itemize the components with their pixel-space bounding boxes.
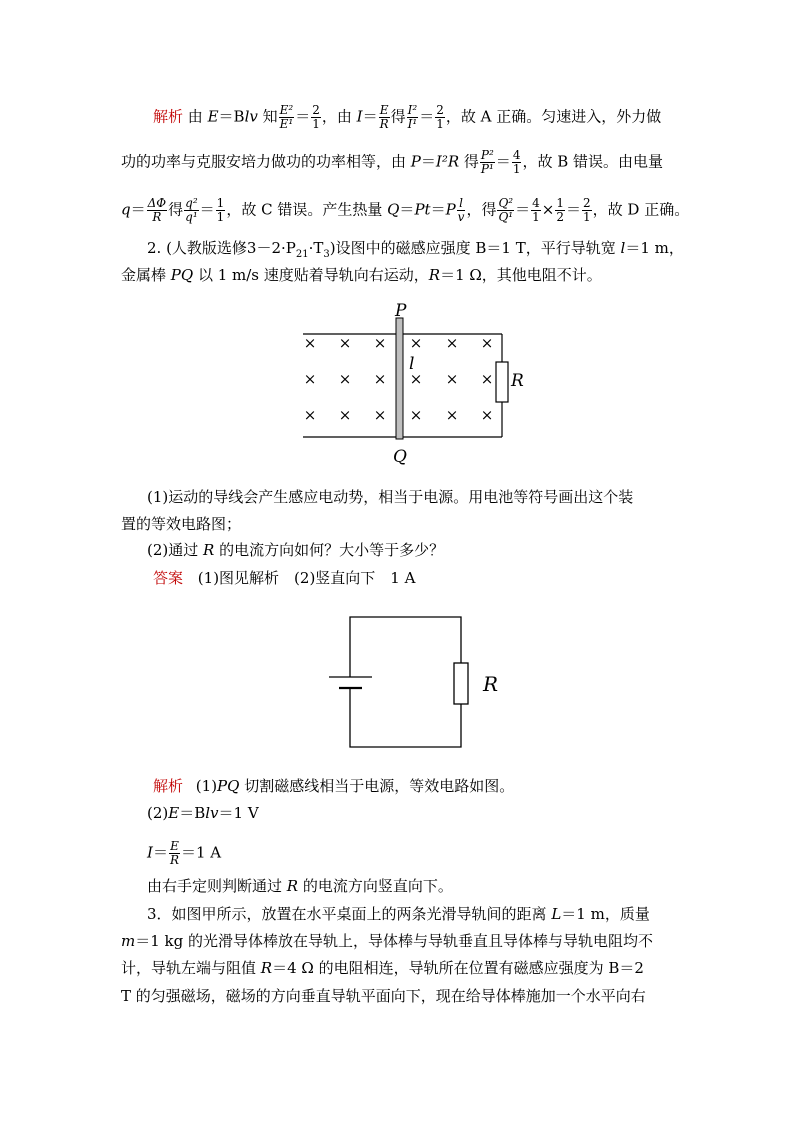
solution-1-line-1: 解析 由 E＝Blv 知 $\frac{\text{E²}}{\text{E¹}}$ ＝ $\frac{2}{1}$ ，由 I＝ $\frac{E}{R}$ 得 $\frac{\text{I²}}{\text{I¹}}$ ＝ $\frac{2}{1}$ ，故 A 正确。匀速进入，外力做	[153, 103, 662, 131]
subquestion-2: (2)通过 R 的电流方向如何？大小等于多少？	[147, 541, 445, 559]
answer-label: 答案	[153, 569, 184, 587]
field-cross: ×	[303, 334, 317, 352]
fraction: $\frac{2}{1}$	[583, 196, 591, 224]
solution-2-line-1: 解析 (1)PQ 切割磁感线相当于电源，等效电路如图。	[153, 777, 515, 795]
solution-label: 解析	[153, 777, 184, 795]
circuit-wire-bottom	[350, 688, 461, 747]
field-cross: ×	[480, 334, 494, 352]
field-cross: ×	[303, 370, 317, 388]
solution-1-line-3: q＝ $\frac{\Delta\Phi}{R}$ 得 $\frac{\text{q²}}{\text{q¹}}$ ＝ $\frac{1}{1}$ ，故 C 错误。产生热量 Q＝Pt＝P $\frac{l}{v}$ ，得 $\frac{\text{Q²}}{\text{Q¹}}$ ＝ $\frac{4}{1}$ × $\frac{1}{2}$ ＝ $\frac{2}{1}$ ，故 D 正确。	[121, 196, 690, 224]
resistor-R	[496, 362, 508, 402]
label-Q: Q	[393, 447, 407, 467]
question-3-line-2: m＝1 kg 的光滑导体棒放在导轨上，导体棒与导轨垂直且导体棒与导轨电阻均不	[121, 932, 654, 950]
fraction: $\frac{2}{1}$	[312, 103, 320, 131]
question-2-line-2: 金属棒 PQ 以 1 m/s 速度贴着导轨向右运动，R＝1 Ω，其他电阻不计。	[121, 266, 602, 284]
figure-equivalent-circuit	[320, 600, 520, 760]
solution-2-line-4: 由右手定则判断通过 R 的电流方向竖直向下。	[147, 877, 453, 895]
fraction: $\frac{\text{Q²}}{\text{Q¹}}$	[498, 196, 514, 224]
question-3-line-4: T 的匀强磁场，磁场的方向垂直导轨平面向下，现在给导体棒施加一个水平向右	[121, 987, 646, 1005]
field-cross: ×	[373, 370, 387, 388]
label-P: P	[395, 301, 407, 321]
resistor-R	[454, 663, 468, 704]
figure-rails-magnetic-field	[285, 295, 535, 475]
field-cross: ×	[445, 406, 459, 424]
solution-label: 解析	[153, 107, 184, 126]
field-cross: ×	[338, 334, 352, 352]
field-cross: ×	[338, 370, 352, 388]
field-cross: ×	[338, 406, 352, 424]
fraction: $\frac{1}{2}$	[556, 196, 564, 224]
circuit-wire-top	[350, 617, 461, 677]
field-cross: ×	[445, 334, 459, 352]
field-cross: ×	[303, 406, 317, 424]
fraction: $\frac{2}{1}$	[436, 103, 444, 131]
fraction: $\frac{\text{P²}}{\text{P¹}}$	[480, 148, 494, 176]
label-R: R	[511, 371, 524, 391]
solution-1-line-2: 功的功率与克服安培力做功的功率相等，由 P＝I²R 得 $\frac{\text{P²}}{\text{P¹}}$ ＝ $\frac{4}{1}$ ，故 B 错误。由电量	[121, 148, 664, 176]
label-R: R	[483, 672, 499, 696]
fraction: $\frac{E}{R}$	[169, 839, 179, 867]
fraction: $\frac{1}{1}$	[216, 196, 225, 224]
field-cross: ×	[373, 406, 387, 424]
subquestion-1-line-2: 置的等效电路图；	[121, 515, 242, 533]
question-2-line-1: 2. (人教版选修$3-2\cdot P_{21}\cdot T_3$)设图中的磁感应强度 B＝1 T，平行导轨宽 l＝1 m，	[147, 239, 684, 260]
solution-2-line-2: (2)E＝Blv＝1 V	[147, 804, 259, 822]
subquestion-1-line-1: (1)运动的导线会产生感应电动势，相当于电源。用电池等符号画出这个装	[147, 488, 634, 506]
fraction: $\frac{E}{R}$	[379, 103, 389, 131]
field-cross: ×	[409, 406, 423, 424]
fraction: $\frac{\text{I²}}{\text{I¹}}$	[407, 103, 418, 131]
fraction: $\frac{l}{v}$	[457, 196, 465, 224]
fraction: $\frac{\Delta\Phi}{R}$	[147, 196, 167, 224]
fraction: $\frac{\text{E²}}{\text{E¹}}$	[279, 103, 294, 131]
question-3-line-3: 计，导轨左端与阻值 R＝4 Ω 的电阻相连，导轨所在位置有磁感应强度为 B＝2	[121, 959, 644, 977]
field-cross: ×	[480, 406, 494, 424]
question-3-line-1: 3．如图甲所示，放置在水平桌面上的两条光滑导轨间的距离 L＝1 m，质量	[147, 905, 650, 923]
fraction: $\frac{4}{1}$	[532, 196, 540, 224]
metal-rod-PQ	[396, 318, 403, 439]
answer-line: 答案 (1)图见解析 (2)竖直向下 1 A	[153, 569, 416, 587]
label-l: l	[409, 354, 415, 374]
field-cross: ×	[445, 370, 459, 388]
fraction: $\frac{\text{q²}}{\text{q¹}}$	[185, 196, 198, 224]
field-cross: ×	[373, 334, 387, 352]
field-cross: ×	[409, 334, 423, 352]
field-cross: ×	[480, 370, 494, 388]
fraction: $\frac{4}{1}$	[512, 148, 521, 176]
solution-2-line-3: I＝ $\frac{E}{R}$ ＝1 A	[147, 839, 222, 867]
field-cross: ×	[409, 370, 423, 388]
